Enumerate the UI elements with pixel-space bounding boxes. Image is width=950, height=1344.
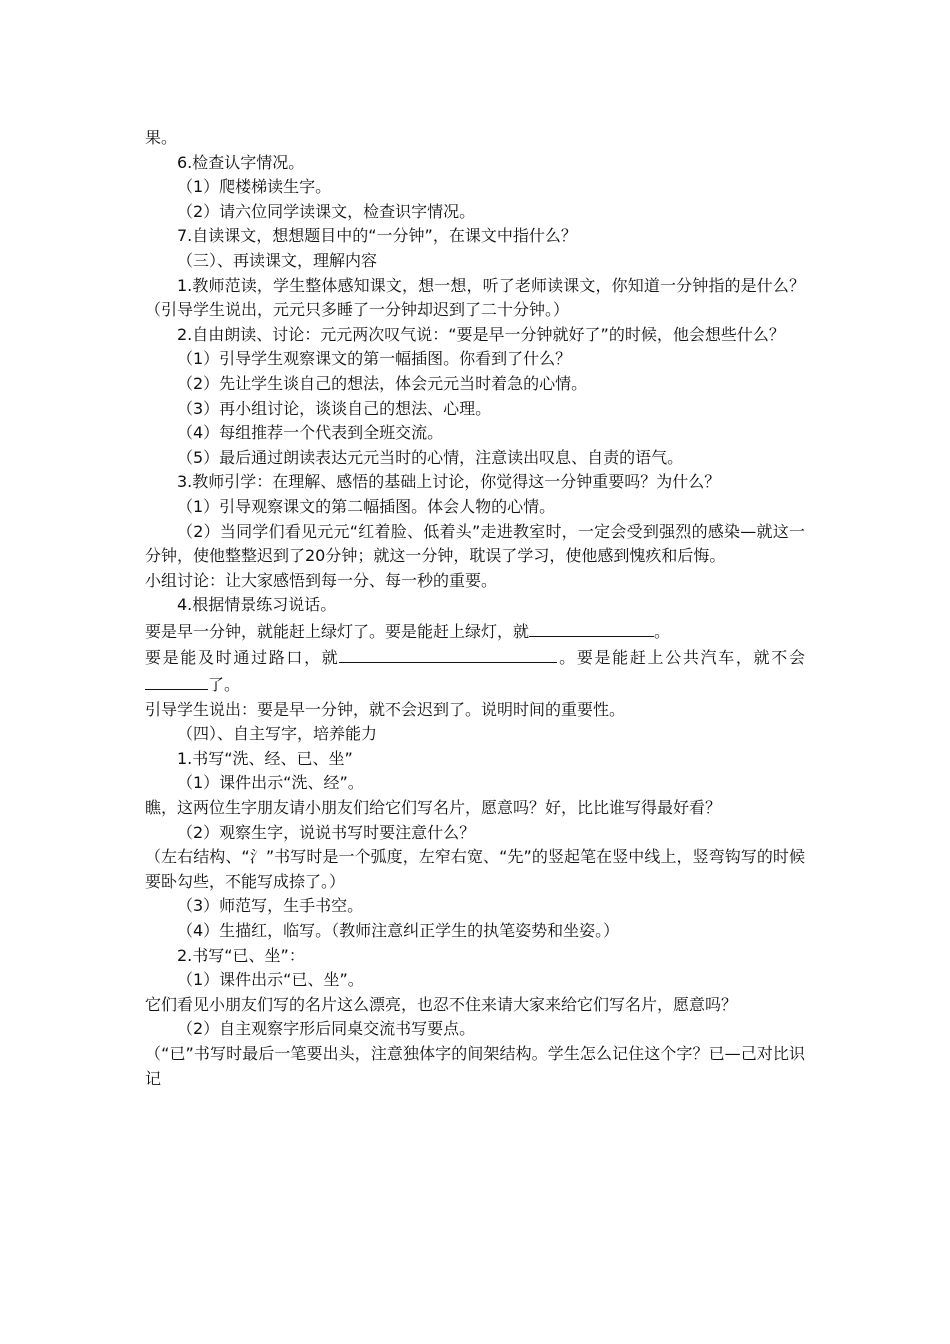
paragraph	[145, 968, 805, 993]
paragraph	[145, 446, 805, 471]
paragraph-text: （2）当同学们看见元元“红着脸、低着头”走进教室时，一定会受到强烈的感染—就这一分钟，使他整整迟到了20分钟；就这一分钟，耽误了学习，使他感到愧疚和后悔。	[145, 521, 805, 566]
paragraph-text: （4）生描红，临写。（教师注意纠正学生的执笔姿势和坐姿。）	[177, 921, 620, 940]
paragraph	[145, 1042, 805, 1091]
fill-blank	[529, 618, 654, 637]
paragraph-text: （5）最后通过朗读表达元元当时的心情，注意读出叹息、自责的语气。	[177, 447, 684, 467]
paragraph-text: 它们看见小朋友们写的名片这么漂亮，也忍不住来请大家来给它们写名片，愿意吗？	[145, 994, 738, 1014]
paragraph	[145, 249, 805, 274]
paragraph-text: （左右结构、“氵”书写时是一个弧度，左窄右宽、“先”的竖起笔在竖中线上，竖弯钩写的时候要卧勾些，不能写成捺了。）	[145, 847, 805, 891]
paragraph	[145, 722, 805, 747]
paragraph	[145, 644, 805, 697]
paragraph	[145, 618, 805, 645]
paragraph	[145, 845, 805, 894]
paragraph-text: 瞧，这两位生字朋友请小朋友们给它们写名片，愿意吗？好，比比谁写得最好看？	[145, 798, 722, 818]
fill-blank	[145, 671, 208, 690]
paragraph-text: 引导学生说出：要是早一分钟，就不会迟到了。说明时间的重要性。	[145, 699, 626, 719]
paragraph	[145, 993, 805, 1018]
paragraph-text: 1.教师范读，学生整体感知课文，想一想，听了老师读课文，你知道一分钟指的是什么？（引导学生说出，元元只多睡了一分钟却迟到了二十分钟。）	[145, 275, 805, 320]
paragraph-text: （四）、自主写字，培养能力	[177, 724, 378, 744]
paragraph	[145, 919, 805, 944]
paragraph	[145, 593, 805, 618]
paragraph-text: （2）自主观察字形后同桌交流书写要点。	[177, 1019, 476, 1039]
paragraph	[145, 520, 805, 569]
paragraph-text: 小组讨论：让大家感悟到每一分、每一秒的重要。	[145, 570, 498, 590]
paragraph	[145, 821, 805, 846]
paragraph	[145, 323, 805, 348]
paragraph-text: （“已”书写时最后一笔要出头，注意独体字的间架结构。学生怎么记住这个字？已—己对比识记	[145, 1043, 805, 1088]
paragraph	[145, 495, 805, 520]
paragraph	[145, 175, 805, 200]
paragraph-text: （1）引导观察课文的第二幅插图。体会人物的心情。	[177, 496, 556, 516]
paragraph-text: （2）先让学生谈自己的想法，体会元元当时着急的心情。	[177, 373, 588, 393]
paragraph	[145, 421, 805, 446]
paragraph-text: （1）课件出示“洗、经”。	[177, 773, 364, 793]
paragraph	[145, 151, 805, 176]
paragraph	[145, 274, 805, 323]
paragraph-text: （2）请六位同学读课文，检查识字情况。	[177, 201, 476, 221]
paragraph-text: （1）爬楼梯读生字。	[177, 177, 332, 197]
paragraph	[145, 126, 805, 151]
paragraph-text: 2.书写“已、坐”：	[177, 945, 305, 965]
paragraph-text: 7.自读课文，想想题目中的“一分钟”，在课文中指什么？	[177, 226, 577, 246]
paragraph	[145, 224, 805, 249]
paragraph-text: 。	[654, 621, 671, 641]
paragraph	[145, 771, 805, 796]
paragraph	[145, 372, 805, 397]
paragraph-text: 4.根据情景练习说话。	[177, 595, 337, 615]
paragraph-text: （2）观察生字，说说书写时要注意什么？	[177, 822, 476, 842]
paragraph-text: 要是早一分钟，就能赶上绿灯了。要是能赶上绿灯，就	[145, 621, 530, 641]
paragraph	[145, 747, 805, 772]
paragraph	[145, 347, 805, 372]
paragraph	[145, 1017, 805, 1042]
paragraph-text: （1）课件出示“已、坐”。	[177, 970, 364, 990]
paragraph-text: 1.书写“洗、经、已、坐”	[177, 748, 353, 768]
paragraph-text: （4）每组推荐一个代表到全班交流。	[177, 423, 444, 443]
paragraph	[145, 397, 805, 422]
paragraph-text: 了。	[208, 675, 241, 695]
paragraph-text: 果。	[145, 128, 178, 147]
document-body	[145, 126, 805, 1091]
paragraph-text: 。要是能赶上公共汽车，就不会	[557, 648, 805, 668]
fill-blank	[339, 644, 557, 663]
paragraph-text: （1）引导学生观察课文的第一幅插图。你看到了什么？	[177, 349, 572, 369]
paragraph-text: 要是能及时通过路口，就	[145, 648, 340, 668]
paragraph-text: 3.教师引学：在理解、感悟的基础上讨论，你觉得这一分钟重要吗？为什么？	[177, 472, 721, 492]
paragraph-text: （3）师范写，生手书空。	[177, 896, 364, 916]
paragraph-text: 6.检查认字情况。	[177, 152, 305, 172]
paragraph	[145, 796, 805, 821]
paragraph	[145, 944, 805, 969]
paragraph-text: （3）再小组讨论，谈谈自己的想法、心理。	[177, 398, 492, 418]
paragraph	[145, 200, 805, 225]
paragraph	[145, 470, 805, 495]
paragraph-text: （三）、再读课文，理解内容	[177, 250, 378, 270]
paragraph	[145, 698, 805, 723]
paragraph	[145, 569, 805, 594]
paragraph	[145, 894, 805, 919]
paragraph-text: 2.自由朗读、讨论：元元两次叹气说：“要是早一分钟就好了”的时候，他会想些什么？	[177, 324, 785, 344]
